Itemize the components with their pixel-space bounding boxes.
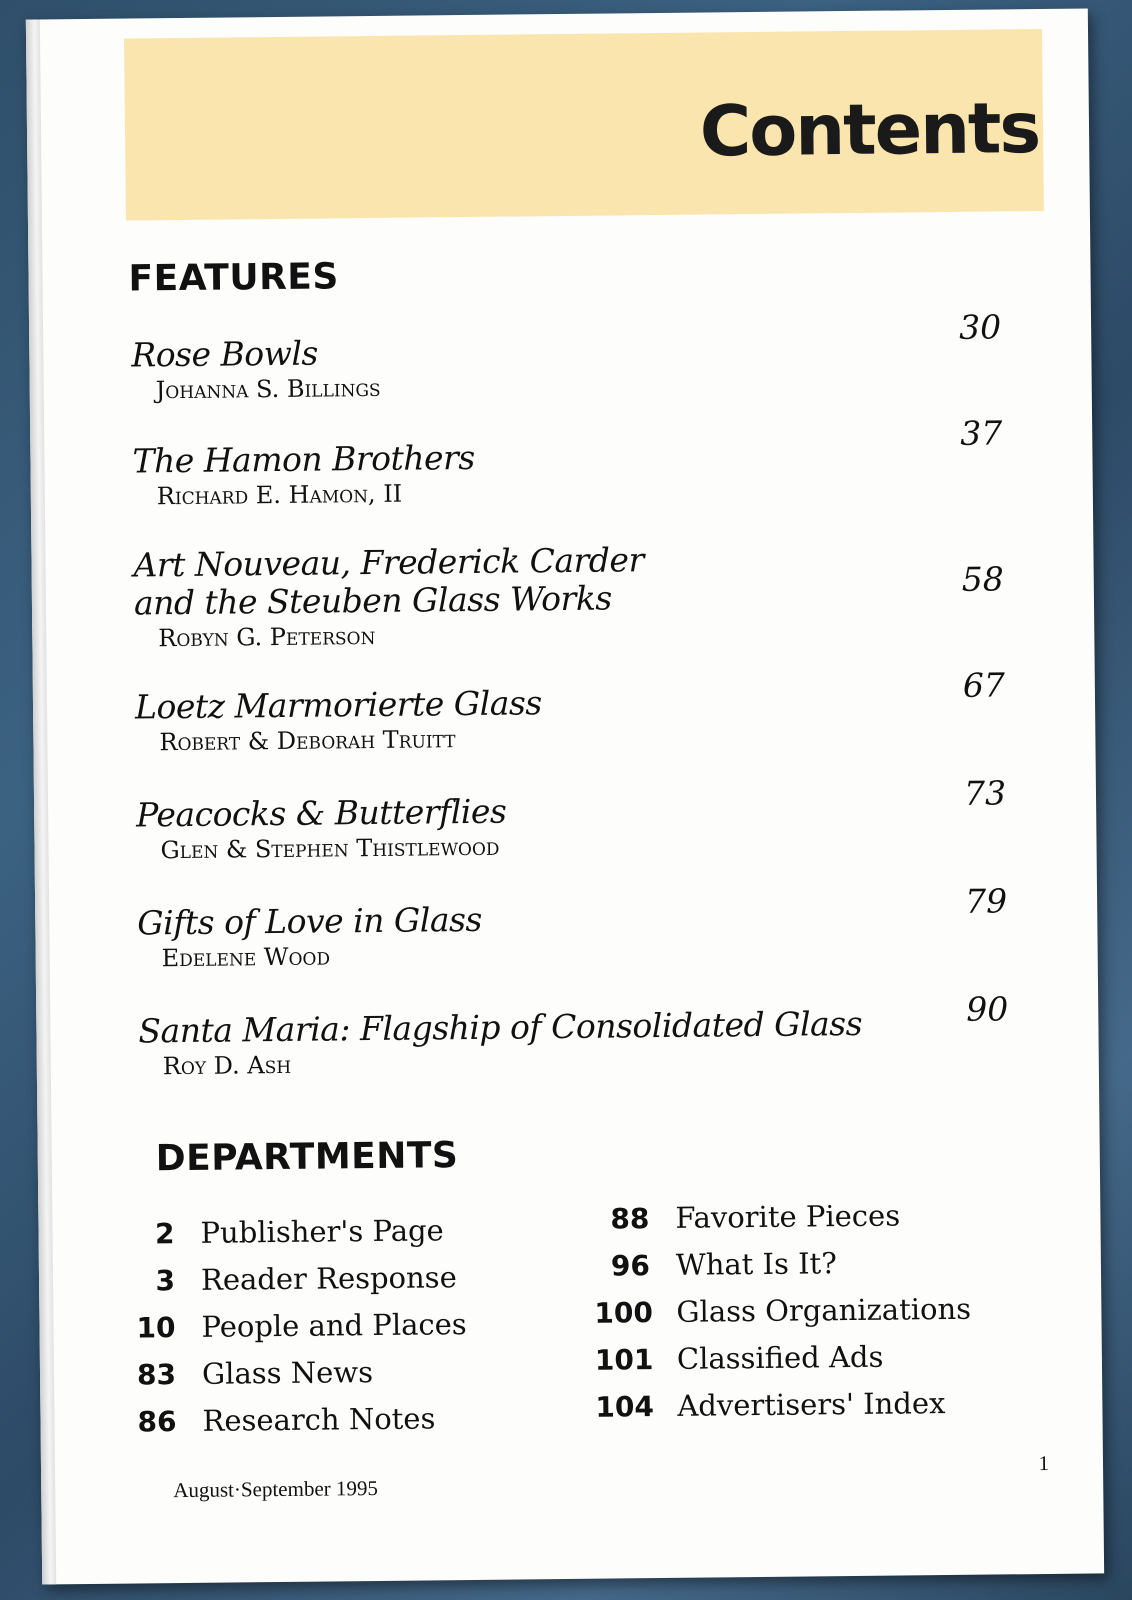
feature-title: The Hamon Brothers (132, 437, 475, 481)
page-number: 1 (1038, 1450, 1050, 1476)
department-item[interactable] (593, 1198, 970, 1249)
department-item[interactable] (120, 1354, 468, 1405)
feature-item[interactable] (132, 433, 1033, 510)
feature-title: Rose Bowls (131, 333, 319, 375)
department-label: Favorite Pieces (675, 1198, 901, 1235)
department-label: Publisher's Page (200, 1213, 444, 1250)
departments-right-column (593, 1198, 972, 1437)
department-page-number: 96 (610, 1249, 651, 1283)
department-item[interactable] (119, 1260, 467, 1311)
department-item[interactable] (594, 1292, 971, 1343)
feature-item[interactable] (137, 895, 1038, 972)
magazine-page (26, 8, 1104, 1584)
feature-title: Gifts of Love in Glass (137, 899, 483, 943)
feature-page-number: 37 (960, 413, 1003, 453)
department-label: Advertisers' Index (677, 1386, 946, 1423)
issue-date: August·September 1995 (173, 1475, 379, 1503)
feature-item[interactable] (135, 679, 1036, 756)
feature-author: Johanna S. Billings (155, 373, 381, 405)
departments-left-column (118, 1213, 468, 1452)
feature-page-number: 67 (962, 665, 1006, 705)
department-item[interactable] (595, 1339, 972, 1390)
departments-heading: DEPARTMENTS (155, 1135, 459, 1180)
feature-page-number: 30 (958, 307, 1002, 347)
feature-title: Loetz Marmorierte Glass (134, 683, 542, 727)
department-label: People and Places (201, 1307, 467, 1344)
department-page-number: 88 (610, 1202, 650, 1236)
department-item[interactable] (594, 1245, 971, 1296)
feature-author: Robert & Deborah Truitt (159, 725, 456, 757)
feature-item[interactable] (133, 537, 1034, 652)
department-label: Glass News (201, 1355, 374, 1391)
feature-item[interactable] (138, 1003, 1039, 1080)
department-label: Research Notes (202, 1401, 436, 1438)
feature-page-number: 79 (964, 881, 1008, 921)
department-page-number: 86 (137, 1405, 177, 1439)
department-page-number: 83 (136, 1358, 177, 1392)
department-item[interactable] (595, 1386, 972, 1437)
department-page-number: 3 (155, 1264, 176, 1298)
feature-page-number: 73 (963, 773, 1007, 813)
department-label: Classified Ads (676, 1339, 884, 1376)
feature-title: Art Nouveau, Frederick Carder and the Steuben Glass Works (133, 540, 644, 623)
page-binding-edge (26, 19, 56, 1584)
department-label: What Is It? (675, 1246, 837, 1282)
feature-page-number: 58 (961, 559, 1004, 599)
feature-item[interactable] (136, 787, 1037, 864)
features-heading: FEATURES (128, 256, 340, 300)
department-label: Reader Response (200, 1260, 457, 1297)
feature-title: Santa Maria: Flagship of Consolidated Glass (138, 1003, 863, 1051)
feature-author: Richard E. Hamon, II (156, 479, 403, 511)
department-label: Glass Organizations (676, 1291, 972, 1329)
department-page-number: 2 (154, 1217, 175, 1251)
department-item[interactable] (118, 1213, 466, 1264)
feature-author: Glen & Stephen Thistlewood (160, 832, 500, 865)
feature-author: Robyn G. Peterson (158, 621, 376, 653)
department-page-number: 100 (594, 1296, 654, 1330)
department-page-number: 104 (595, 1390, 655, 1424)
feature-title: Peacocks & Butterflies (135, 791, 507, 835)
feature-page-number: 90 (966, 989, 1009, 1029)
feature-author: Edelene Wood (161, 942, 331, 973)
page-title: Contents (699, 87, 1040, 173)
department-page-number: 101 (594, 1343, 654, 1377)
department-item[interactable] (119, 1307, 467, 1358)
department-page-number: 10 (136, 1311, 176, 1345)
feature-item[interactable] (131, 327, 1032, 404)
feature-author: Roy D. Ash (162, 1050, 292, 1081)
department-item[interactable] (120, 1401, 468, 1452)
